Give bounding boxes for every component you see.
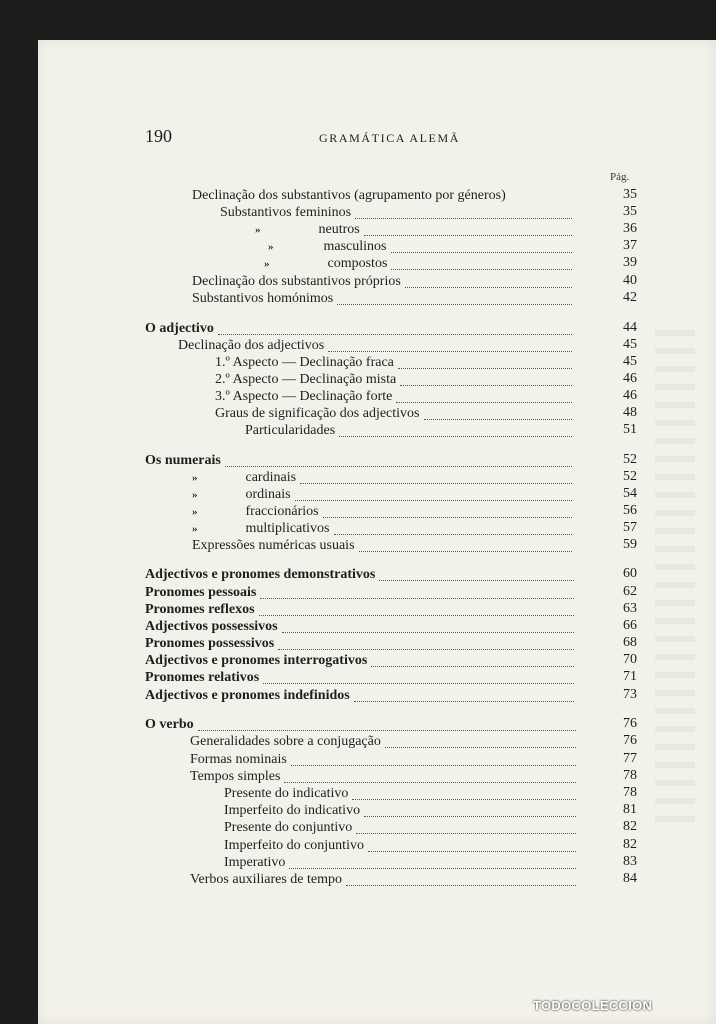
bleed-through-text [655, 330, 695, 830]
toc-entry-label: Declinação dos substantivos próprios [192, 274, 401, 289]
toc-entry-label: Adjectivos e pronomes demonstrativos [145, 567, 376, 582]
dot-leader [263, 682, 574, 684]
toc-entry-label: 2.º Aspecto — Declinação mista [215, 372, 397, 387]
toc-entry-page: 46 [623, 388, 637, 403]
toc-entry-page: 44 [623, 320, 637, 335]
toc-entry-page: 82 [623, 837, 637, 852]
toc-entry [224, 855, 580, 873]
toc-entry-page: 57 [623, 520, 637, 535]
toc-entry-page: 78 [623, 768, 637, 783]
dot-leader [510, 201, 572, 202]
toc-entry-page: 78 [623, 785, 637, 800]
ditto-mark: » [192, 506, 198, 518]
toc-entry-label: Substantivos homónimos [192, 291, 334, 306]
dot-leader [278, 648, 574, 650]
toc-entry-label: Verbos auxiliares de tempo [190, 872, 343, 887]
toc-entry-page: 77 [623, 751, 637, 766]
dot-leader [356, 832, 576, 834]
toc-entry-page: 35 [623, 187, 637, 202]
ditto-mark: » [268, 241, 274, 253]
dot-leader [218, 333, 572, 335]
toc-entry-page: 76 [623, 733, 637, 748]
toc-entry-label: Declinação dos substantivos (agrupamento por géneros) [192, 188, 506, 203]
dot-leader [391, 268, 572, 270]
toc-entry-label: O adjectivo [145, 321, 214, 336]
dot-leader [328, 350, 572, 352]
dot-leader [405, 286, 572, 288]
toc-entry [192, 487, 576, 505]
toc-entry [145, 688, 578, 706]
dot-leader [385, 746, 576, 748]
toc-entry-label: Pronomes possessivos [145, 636, 275, 651]
toc-entry [215, 389, 576, 407]
toc-entry-label: Imperativo [224, 855, 286, 870]
dot-leader [289, 867, 576, 869]
dot-leader [371, 665, 574, 667]
toc-entry-page: 42 [623, 290, 637, 305]
toc-entry-page: 81 [623, 802, 637, 817]
toc-entry [190, 734, 580, 752]
toc-entry [245, 423, 576, 441]
toc-entry [145, 602, 578, 620]
page-number: 190 [145, 126, 172, 146]
ditto-mark: » [255, 224, 261, 236]
dot-leader [400, 384, 572, 386]
toc-entry [145, 636, 578, 654]
toc-entry-page: 48 [623, 405, 637, 420]
toc-entry-label: Substantivos femininos [220, 205, 352, 220]
dot-leader [391, 251, 573, 253]
toc-entry-label: Adjectivos possessivos [145, 619, 278, 634]
toc-entry-page: 59 [623, 537, 637, 552]
toc-entry [192, 504, 576, 522]
toc-entry-label: Os numerais [145, 453, 221, 468]
toc-entry [224, 820, 580, 838]
toc-entry-label: Pronomes relativos [145, 670, 260, 685]
toc-entry-page: 52 [623, 452, 637, 467]
toc-entry [220, 205, 576, 223]
toc-entry [215, 372, 576, 390]
page-column-label: Pág. [610, 171, 630, 183]
toc-entry-label: Graus de significação dos adjectivos [215, 406, 420, 421]
toc-entry-page: 51 [623, 422, 637, 437]
toc-entry-label: Particularidades [245, 423, 336, 438]
dot-leader [300, 482, 572, 484]
dot-leader [259, 614, 574, 616]
toc-entry-label: Tempos simples [190, 769, 281, 784]
toc-entry-page: 83 [623, 854, 637, 869]
dot-leader [334, 533, 573, 535]
toc-entry [145, 653, 578, 671]
toc-entry [192, 538, 576, 556]
toc-entry-page: 39 [623, 255, 637, 270]
toc-entry-page: 54 [623, 486, 637, 501]
toc-entry-label: Pronomes reflexos [145, 602, 255, 617]
toc-entry-label: cardinais [245, 470, 297, 485]
dot-leader [359, 550, 572, 552]
toc-entry-page: 76 [623, 716, 637, 731]
toc-entry [268, 239, 576, 257]
toc-entry-label: Expressões numéricas usuais [192, 538, 355, 553]
toc-entry-page: 63 [623, 601, 637, 616]
dot-leader [225, 465, 572, 467]
toc-entry-page: 71 [623, 669, 637, 684]
toc-entry-page: 45 [623, 337, 637, 352]
dot-leader [337, 303, 572, 305]
dot-leader [346, 884, 576, 886]
toc-entry [192, 291, 576, 309]
toc-entry [190, 872, 580, 890]
toc-entry-page: 52 [623, 469, 637, 484]
toc-entry-label: Adjectivos e pronomes interrogativos [145, 653, 368, 668]
toc-entry-label: Imperfeito do conjuntivo [224, 838, 364, 853]
toc-entry [264, 256, 576, 274]
toc-entry-label: ordinais [245, 487, 291, 502]
toc-entry-label: multiplicativos [245, 521, 330, 536]
ditto-mark: » [264, 258, 270, 270]
toc-entry-page: 56 [623, 503, 637, 518]
dot-leader [424, 418, 573, 420]
toc-entry [145, 453, 576, 471]
toc-entry-label: Presente do conjuntivo [224, 820, 353, 835]
dot-leader [398, 367, 572, 369]
running-title: GRAMÁTICA ALEMÃ [319, 131, 461, 145]
toc-entry-label: Presente do indicativo [224, 786, 349, 801]
toc-entry [145, 670, 578, 688]
toc-entry [145, 585, 578, 603]
toc-entry-page: 66 [623, 618, 637, 633]
watermark-logo: TODOCOLECCION [533, 998, 653, 1013]
dot-leader [339, 435, 572, 437]
toc-entry [192, 521, 576, 539]
dot-leader [364, 234, 572, 236]
toc-entry-label: 1.º Aspecto — Declinação fraca [215, 355, 394, 370]
toc-entry [255, 222, 576, 240]
toc-entry [145, 717, 580, 735]
toc-entry [215, 355, 576, 373]
dot-leader [364, 815, 576, 817]
toc-entry [145, 619, 578, 637]
toc-entry [145, 321, 576, 339]
dot-leader [291, 764, 576, 766]
ditto-mark: » [192, 472, 198, 484]
toc-entry [178, 338, 576, 356]
toc-entry-page: 60 [623, 566, 637, 581]
dot-leader [198, 729, 576, 731]
toc-entry-page: 68 [623, 635, 637, 650]
toc-entry-label: Generalidades sobre a conjugação [190, 734, 381, 749]
toc-entry-label: Adjectivos e pronomes indefinidos [145, 688, 350, 703]
toc-entry [224, 803, 580, 821]
dot-leader [352, 798, 576, 800]
toc-entry-page: 82 [623, 819, 637, 834]
toc-entry-label: Formas nominais [190, 752, 287, 767]
toc-entry-page: 36 [623, 221, 637, 236]
toc-entry-label: 3.º Aspecto — Declinação forte [215, 389, 393, 404]
dot-leader [368, 850, 576, 852]
toc-entry-label: neutros [318, 222, 360, 237]
toc-entry [224, 838, 580, 856]
ditto-mark: » [192, 523, 198, 535]
toc-entry-page: 84 [623, 871, 637, 886]
toc-entry [215, 406, 576, 424]
toc-entry-page: 46 [623, 371, 637, 386]
toc-entry-page: 37 [623, 238, 637, 253]
toc-entry-page: 40 [623, 273, 637, 288]
toc-entry-label: masculinos [323, 239, 387, 254]
toc-entry-page: 70 [623, 652, 637, 667]
toc-entry-page: 35 [623, 204, 637, 219]
dot-leader [355, 217, 572, 219]
toc-entry-label: Imperfeito do indicativo [224, 803, 361, 818]
toc-entry-label: Declinação dos adjectivos [178, 338, 325, 353]
toc-entry [190, 769, 580, 787]
toc-entry [145, 567, 578, 585]
dot-leader [282, 631, 574, 633]
dot-leader [295, 499, 572, 501]
toc-entry [190, 752, 580, 770]
toc-entry [192, 274, 576, 292]
dot-leader [379, 579, 574, 581]
toc-entry-label: O verbo [145, 717, 194, 732]
dot-leader [260, 597, 574, 599]
dot-leader [354, 700, 574, 702]
toc-entry [192, 470, 576, 488]
toc-entry [192, 188, 576, 206]
dot-leader [323, 516, 572, 518]
dot-leader [284, 781, 576, 783]
toc-entry-page: 45 [623, 354, 637, 369]
ditto-mark: » [192, 489, 198, 501]
toc-entry [224, 786, 580, 804]
toc-entry-label: compostos [327, 256, 388, 271]
toc-entry-page: 73 [623, 687, 637, 702]
toc-entry-label: fraccionários [245, 504, 319, 519]
toc-entry-page: 62 [623, 584, 637, 599]
dot-leader [396, 401, 572, 403]
toc-entry-label: Pronomes pessoais [145, 585, 257, 600]
